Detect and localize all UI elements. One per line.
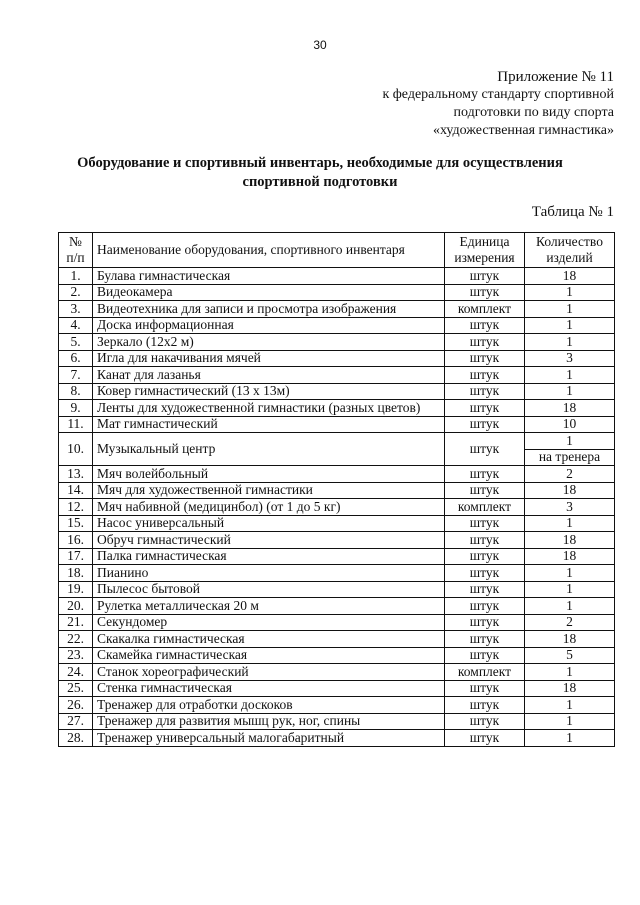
- appendix-number: Приложение № 11: [497, 69, 614, 85]
- row-number: 13.: [59, 466, 93, 483]
- row-name: Зеркало (12х2 м): [93, 334, 445, 351]
- row-quantity: 18: [525, 680, 615, 697]
- row-quantity: 1: [525, 598, 615, 615]
- row-quantity: 1: [525, 713, 615, 730]
- row-number: 2.: [59, 284, 93, 301]
- row-unit: штук: [445, 400, 525, 417]
- table-row: [59, 499, 615, 516]
- row-unit: штук: [445, 680, 525, 697]
- row-unit: штук: [445, 598, 525, 615]
- row-name: Булава гимнастическая: [93, 268, 445, 285]
- row-name: Тренажер для отработки доскоков: [93, 697, 445, 714]
- table-header-row: [59, 233, 615, 268]
- row-unit: штук: [445, 631, 525, 648]
- row-name: Музыкальный центр: [93, 433, 445, 466]
- header-number-line-1: №: [69, 234, 82, 249]
- row-name: Насос универсальный: [93, 515, 445, 532]
- row-name: Обруч гимнастический: [93, 532, 445, 549]
- table-row: [59, 581, 615, 598]
- header-unit-line-1: Единица: [459, 234, 510, 249]
- row-name: Видеокамера: [93, 284, 445, 301]
- header-number-line-2: п/п: [66, 250, 85, 265]
- row-number: 12.: [59, 499, 93, 516]
- row-unit: штук: [445, 532, 525, 549]
- row-quantity: 1: [525, 515, 615, 532]
- row-name: Тренажер для развития мышц рук, ног, спины: [93, 713, 445, 730]
- table-row: [59, 466, 615, 483]
- row-unit: штук: [445, 713, 525, 730]
- row-unit: штук: [445, 647, 525, 664]
- row-quantity: 3: [525, 350, 615, 367]
- table-row: [59, 697, 615, 714]
- row-unit: штук: [445, 697, 525, 714]
- row-name: Станок хореографический: [93, 664, 445, 681]
- table-row: [59, 565, 615, 582]
- table-row: [59, 416, 615, 433]
- document-title: [40, 154, 600, 192]
- table-row: [59, 433, 615, 450]
- row-number: 11.: [59, 416, 93, 433]
- row-quantity: 1: [525, 581, 615, 598]
- header-number: [59, 233, 93, 268]
- row-number: 4.: [59, 317, 93, 334]
- header-quantity-line-2: изделий: [546, 250, 593, 265]
- row-number: 20.: [59, 598, 93, 615]
- row-quantity: 1: [525, 697, 615, 714]
- table-row: [59, 334, 615, 351]
- row-quantity: 1: [525, 565, 615, 582]
- table-row: [59, 614, 615, 631]
- row-unit: штук: [445, 482, 525, 499]
- equipment-table: [58, 232, 615, 747]
- row-quantity: 3: [525, 499, 615, 516]
- row-unit: комплект: [445, 301, 525, 318]
- row-number: 9.: [59, 400, 93, 417]
- appendix-line-2: к федеральному стандарту спортивной: [382, 87, 614, 102]
- table-row: [59, 631, 615, 648]
- row-name: Доска информационная: [93, 317, 445, 334]
- row-quantity: 1: [525, 284, 615, 301]
- header-name: Наименование оборудования, спортивного инвентаря: [93, 233, 445, 268]
- row-name: Видеотехника для записи и просмотра изображения: [93, 301, 445, 318]
- table-row: [59, 647, 615, 664]
- row-quantity: 1: [525, 317, 615, 334]
- row-unit: штук: [445, 367, 525, 384]
- row-number: 27.: [59, 713, 93, 730]
- table-row: [59, 515, 615, 532]
- table-row: [59, 367, 615, 384]
- row-name: Секундомер: [93, 614, 445, 631]
- row-name: Ленты для художественной гимнастики (разных цветов): [93, 400, 445, 417]
- row-number: 17.: [59, 548, 93, 565]
- row-name: Ковер гимнастический (13 х 13м): [93, 383, 445, 400]
- row-number: 14.: [59, 482, 93, 499]
- row-number: 18.: [59, 565, 93, 582]
- row-quantity: 18: [525, 548, 615, 565]
- row-number: 22.: [59, 631, 93, 648]
- table-row: [59, 730, 615, 747]
- row-number: 21.: [59, 614, 93, 631]
- table-row: [59, 383, 615, 400]
- row-quantity: 1: [525, 301, 615, 318]
- row-number: 24.: [59, 664, 93, 681]
- row-quantity: 1: [525, 334, 615, 351]
- row-quantity: 1: [525, 433, 615, 450]
- header-quantity-line-1: Количество: [536, 234, 603, 249]
- row-quantity: 2: [525, 614, 615, 631]
- row-name: Палка гимнастическая: [93, 548, 445, 565]
- table-label: Таблица № 1: [531, 204, 614, 220]
- header-quantity: [525, 233, 615, 268]
- row-unit: штук: [445, 466, 525, 483]
- row-unit: штук: [445, 383, 525, 400]
- row-name: Пианино: [93, 565, 445, 582]
- table-row: [59, 284, 615, 301]
- table-row: [59, 548, 615, 565]
- table-row: [59, 532, 615, 549]
- table-row: [59, 680, 615, 697]
- row-name: Скакалка гимнастическая: [93, 631, 445, 648]
- row-unit: штук: [445, 433, 525, 466]
- row-unit: штук: [445, 334, 525, 351]
- row-unit: штук: [445, 565, 525, 582]
- row-quantity: 1: [525, 383, 615, 400]
- header-unit-line-2: измерения: [454, 250, 515, 265]
- row-name: Тренажер универсальный малогабаритный: [93, 730, 445, 747]
- row-quantity: 1: [525, 367, 615, 384]
- row-unit: штук: [445, 515, 525, 532]
- row-number: 26.: [59, 697, 93, 714]
- table-row: [59, 482, 615, 499]
- appendix-line-4: «художественная гимнастика»: [432, 123, 614, 138]
- row-name: Стенка гимнастическая: [93, 680, 445, 697]
- row-quantity: 10: [525, 416, 615, 433]
- row-number: 15.: [59, 515, 93, 532]
- table-row: [59, 301, 615, 318]
- row-unit: штук: [445, 268, 525, 285]
- row-name: Мяч волейбольный: [93, 466, 445, 483]
- row-quantity-note: на тренера: [525, 449, 615, 466]
- row-number: 23.: [59, 647, 93, 664]
- row-unit: штук: [445, 614, 525, 631]
- row-number: 6.: [59, 350, 93, 367]
- row-quantity: 18: [525, 482, 615, 499]
- row-quantity: 2: [525, 466, 615, 483]
- row-number: 8.: [59, 383, 93, 400]
- row-quantity: 1: [525, 664, 615, 681]
- table-row: [59, 598, 615, 615]
- row-quantity: 1: [525, 730, 615, 747]
- table-row: [59, 350, 615, 367]
- row-number: 1.: [59, 268, 93, 285]
- row-name: Мат гимнастический: [93, 416, 445, 433]
- row-unit: штук: [445, 548, 525, 565]
- row-name: Канат для лазанья: [93, 367, 445, 384]
- row-name: Мяч набивной (медицинбол) (от 1 до 5 кг): [93, 499, 445, 516]
- page-number: 30: [313, 38, 327, 52]
- table-row: [59, 317, 615, 334]
- row-name: Скамейка гимнастическая: [93, 647, 445, 664]
- row-unit: штук: [445, 317, 525, 334]
- row-number: 16.: [59, 532, 93, 549]
- row-quantity: 18: [525, 268, 615, 285]
- header-unit: [445, 233, 525, 268]
- row-number: 10.: [59, 433, 93, 466]
- row-unit: штук: [445, 416, 525, 433]
- row-quantity: 18: [525, 532, 615, 549]
- row-unit: штук: [445, 581, 525, 598]
- row-unit: штук: [445, 284, 525, 301]
- appendix-header: [234, 68, 614, 140]
- row-name: Рулетка металлическая 20 м: [93, 598, 445, 615]
- appendix-line-3: подготовки по виду спорта: [453, 105, 614, 120]
- row-quantity: 18: [525, 631, 615, 648]
- table-row: [59, 664, 615, 681]
- row-unit: штук: [445, 350, 525, 367]
- row-number: 7.: [59, 367, 93, 384]
- row-unit: комплект: [445, 499, 525, 516]
- table-row: [59, 400, 615, 417]
- document-title-line-1: Оборудование и спортивный инвентарь, необходимые для осуществления: [77, 155, 563, 171]
- row-name: Игла для накачивания мячей: [93, 350, 445, 367]
- row-name: Пылесос бытовой: [93, 581, 445, 598]
- row-number: 25.: [59, 680, 93, 697]
- row-number: 3.: [59, 301, 93, 318]
- row-number: 28.: [59, 730, 93, 747]
- row-quantity: 18: [525, 400, 615, 417]
- row-number: 5.: [59, 334, 93, 351]
- document-title-line-2: спортивной подготовки: [242, 174, 398, 190]
- row-name: Мяч для художественной гимнастики: [93, 482, 445, 499]
- row-number: 19.: [59, 581, 93, 598]
- row-unit: комплект: [445, 664, 525, 681]
- row-quantity: 5: [525, 647, 615, 664]
- table-row: [59, 268, 615, 285]
- table-row: [59, 713, 615, 730]
- row-unit: штук: [445, 730, 525, 747]
